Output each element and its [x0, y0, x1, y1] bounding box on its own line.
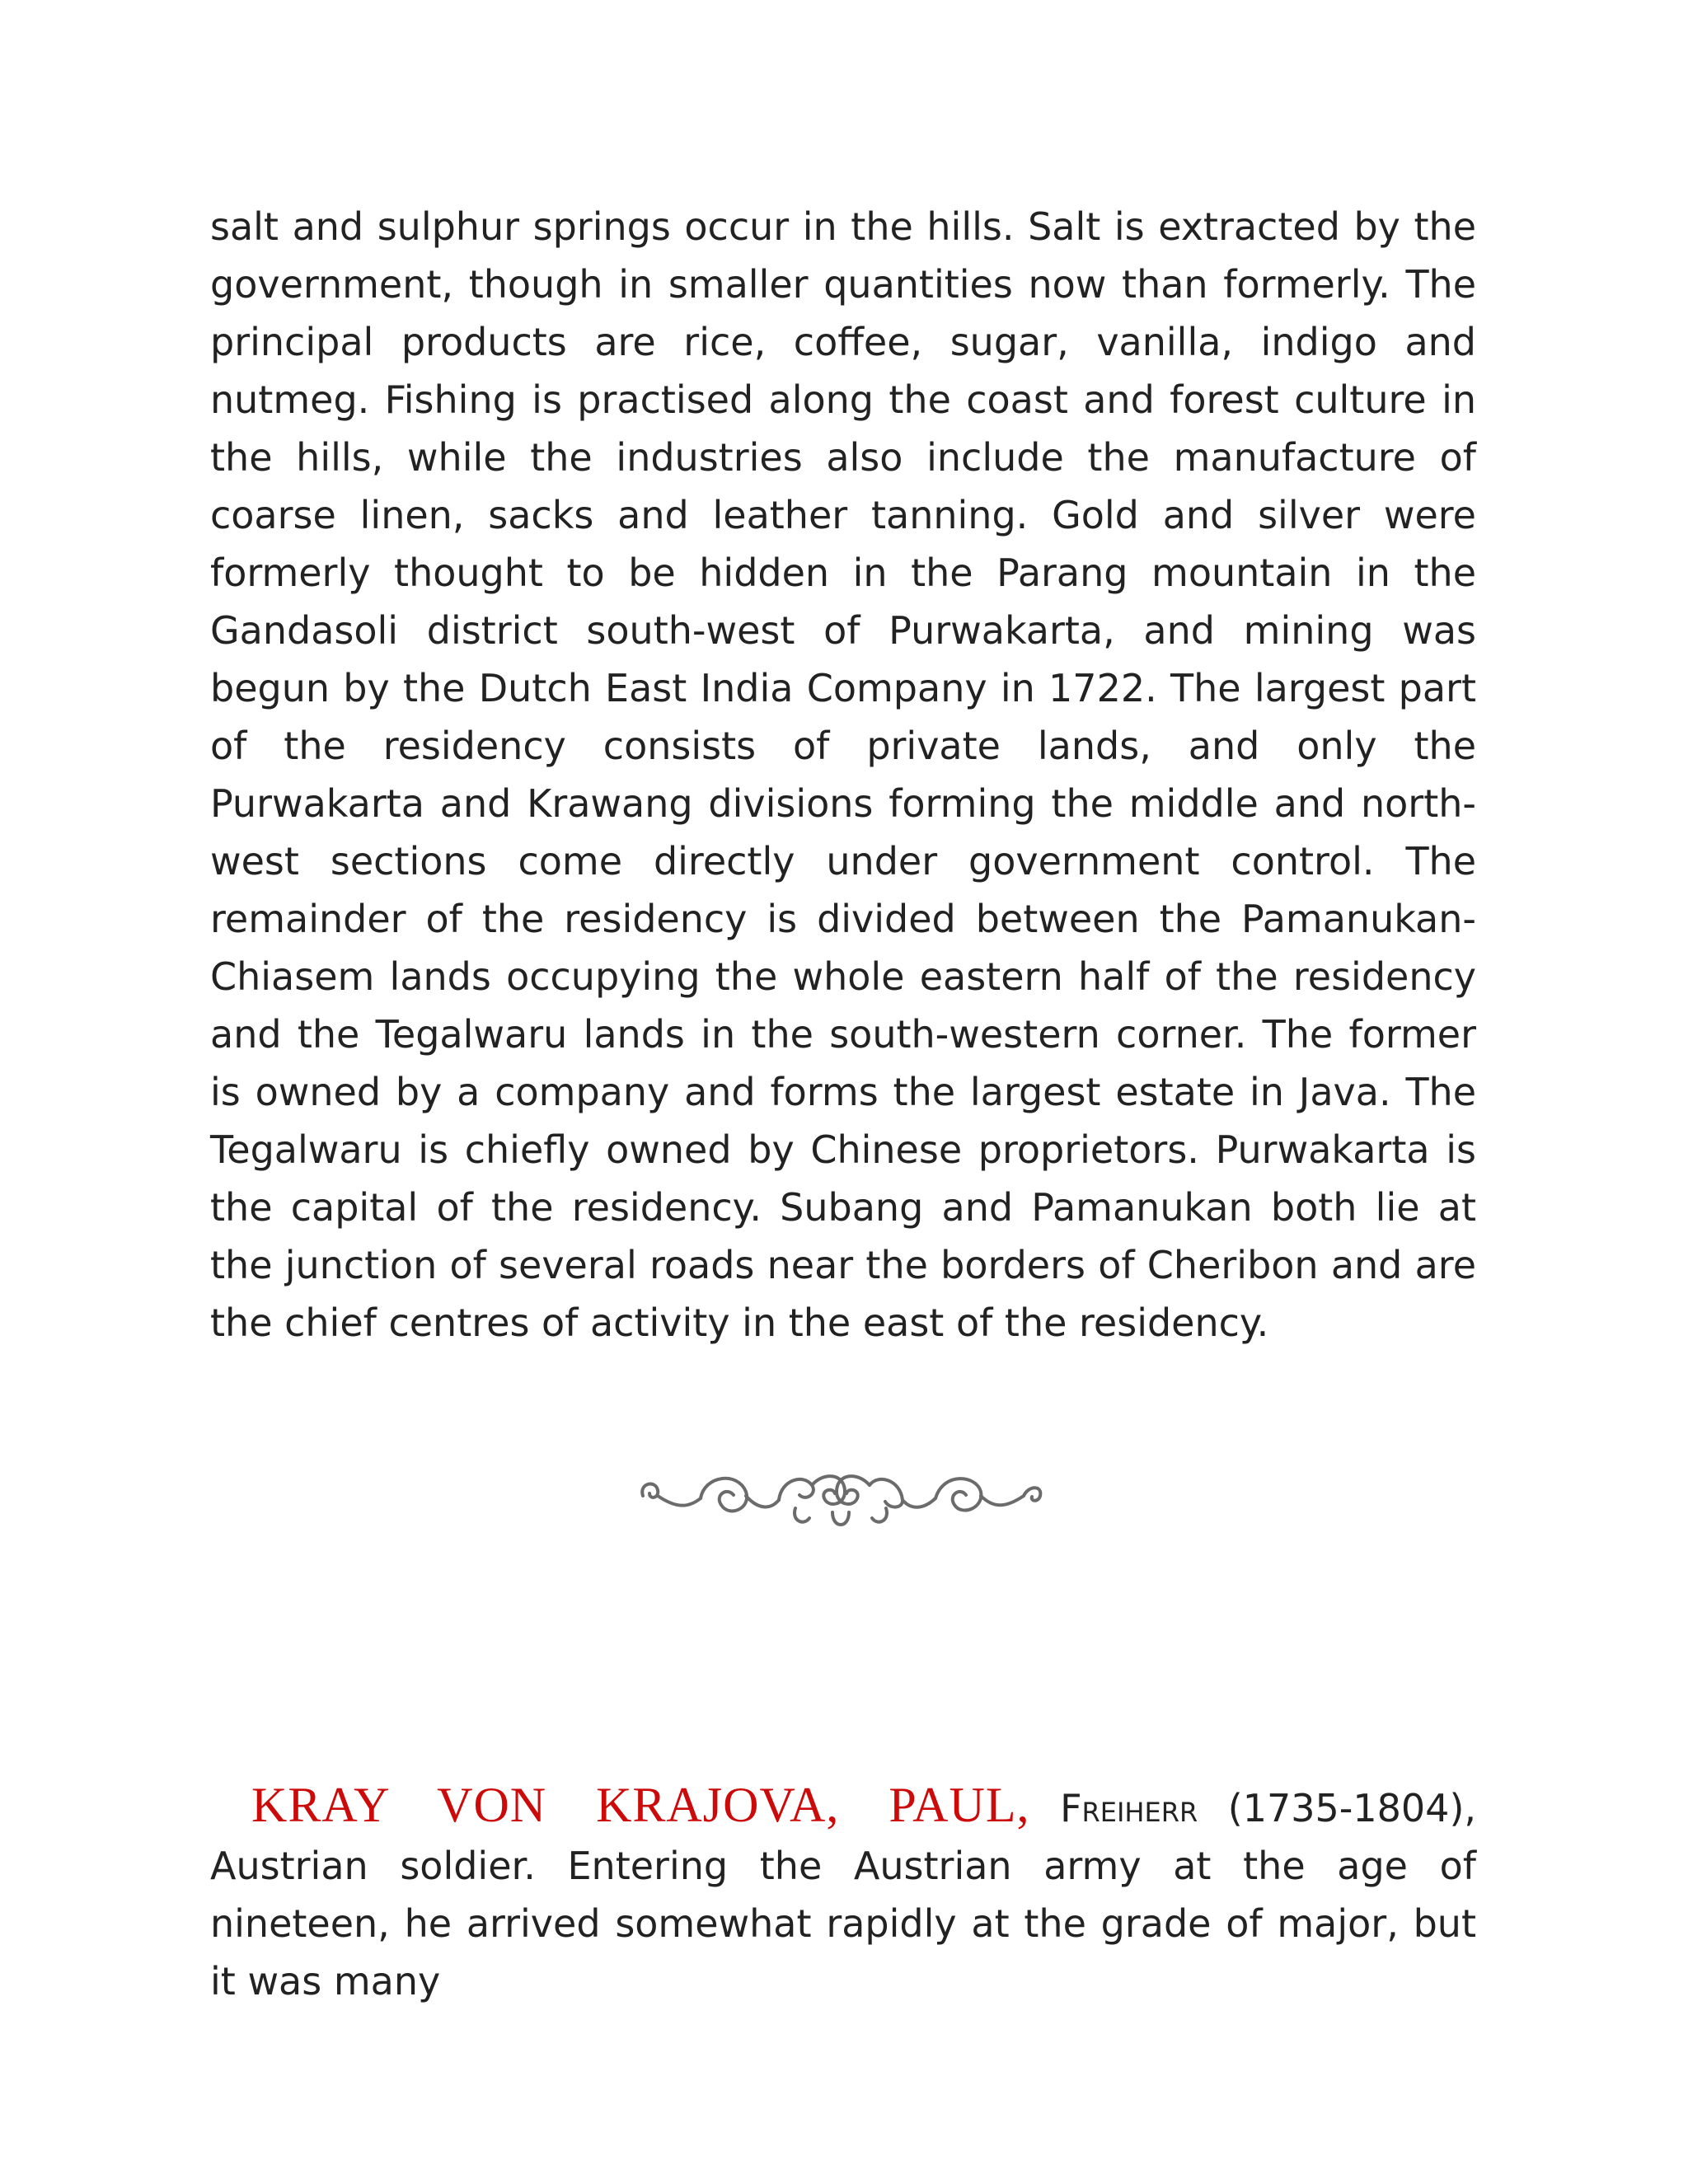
article-paragraph [210, 1776, 1476, 2010]
article-text: (1735-1804), Austrian soldier. Entering the Austrian army at the age of nineteen, he arrived somewhat rapidly at the grade of major, but it was many [210, 1786, 1477, 2004]
continuation-paragraph: salt and sulphur springs occur in the hills. Salt is extracted by the government, though in smaller quantities now than formerly. The principal products are rice, coffee, sugar, vanilla, indigo and nutmeg. Fishing is practised along the coast and forest culture in the hills, while the industries also include the manufacture of coarse linen, sacks and leather tanning. Gold and silver were formerly thought to be hidden in the Parang mountain in the Gandasoli district south-west of Purwakarta, and mining was begun by the Dutch East India Company in 1722. The largest part of the residency consists of private lands, and only the Purwakarta and Krawang divisions forming the middle and north-west sections come directly under government control. The remainder of the residency is divided between the Pamanukan-Chiasem lands occupying the whole eastern half of the residency and the Tegalwaru lands in the south-western corner. The former is owned by a company and forms the largest estate in Java. The Tegalwaru is chiefly owned by Chinese proprietors. Purwakarta is the capital of the residency. Subang and Pamanukan both lie at the junction of several roads near the borders of Cheribon and are the chief centres of activity in the east of the residency. [210, 204, 1476, 1345]
article-kray-von-krajova [210, 1776, 1476, 2010]
article-title: Freiherr [1060, 1786, 1198, 1830]
page-body [210, 198, 1476, 1352]
article-headword: KRAY VON KRAJOVA, PAUL, [251, 1778, 1030, 1832]
scroll-flourish-ornament-icon [635, 1451, 1047, 1541]
